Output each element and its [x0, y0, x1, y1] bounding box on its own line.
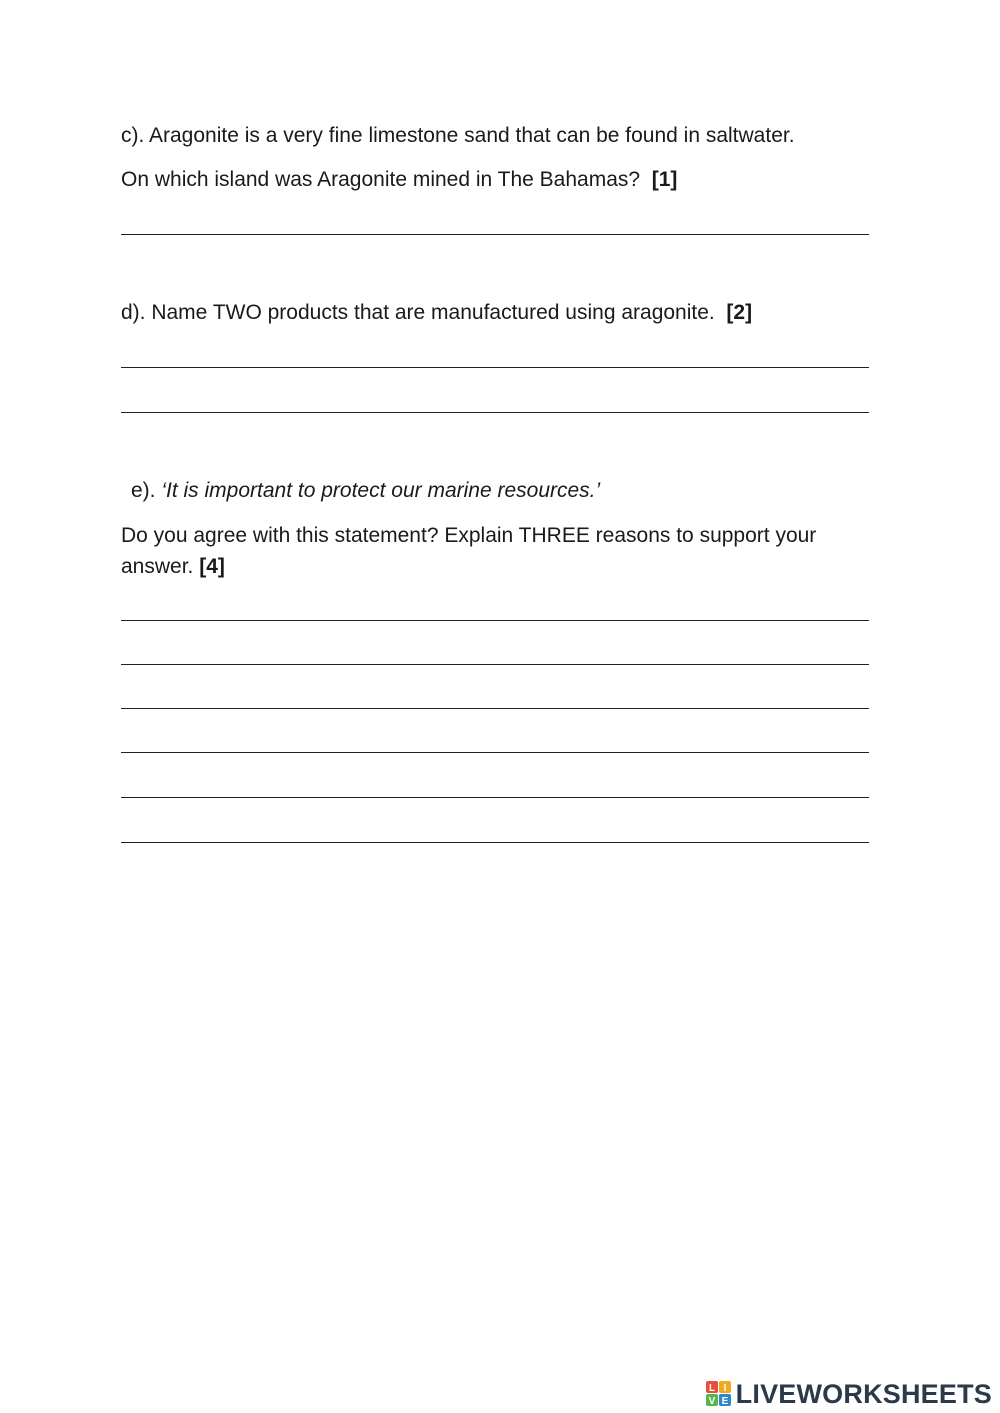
question-e-marks: [4]: [199, 555, 225, 578]
question-c-prompt: On which island was Aragonite mined in The Bahamas? [1]: [121, 168, 678, 191]
answer-line-e-4[interactable]: [121, 752, 869, 753]
answer-line-e-1[interactable]: [121, 620, 869, 621]
logo-letter: V: [708, 1396, 716, 1407]
answer-line-e-3[interactable]: [121, 708, 869, 709]
logo-letter: L: [708, 1383, 715, 1394]
answer-line-e-6[interactable]: [121, 842, 869, 843]
answer-line-d-2[interactable]: [121, 412, 869, 413]
question-e-quote: e). ‘It is important to protect our marine resources.’: [131, 479, 601, 502]
question-c-statement: c). Aragonite is a very fine limestone sand that can be found in saltwater.: [121, 124, 795, 147]
liveworksheets-logo: [706, 1379, 992, 1409]
answer-line-e-5[interactable]: [121, 797, 869, 798]
question-d-prompt: d). Name TWO products that are manufactured using aragonite. [2]: [121, 301, 753, 324]
answer-line-e-2[interactable]: [121, 664, 869, 665]
question-e-prompt-line1: Do you agree with this statement? Explain THREE reasons to support your: [121, 524, 817, 547]
logo-letter: E: [721, 1396, 729, 1407]
brand-name: LIVEWORKSHEETS: [735, 1378, 992, 1409]
question-e-prompt-line2: answer. [4]: [121, 555, 225, 578]
quote-text: ‘It is important to protect our marine resources.’: [161, 479, 601, 502]
answer-line-d-1[interactable]: [121, 367, 869, 368]
logo-letter: I: [723, 1383, 727, 1394]
logo-grid-icon: [706, 1381, 732, 1407]
question-c-marks: [1]: [651, 168, 678, 191]
answer-line-c-1[interactable]: [121, 234, 869, 235]
question-d-marks: [2]: [726, 301, 753, 324]
